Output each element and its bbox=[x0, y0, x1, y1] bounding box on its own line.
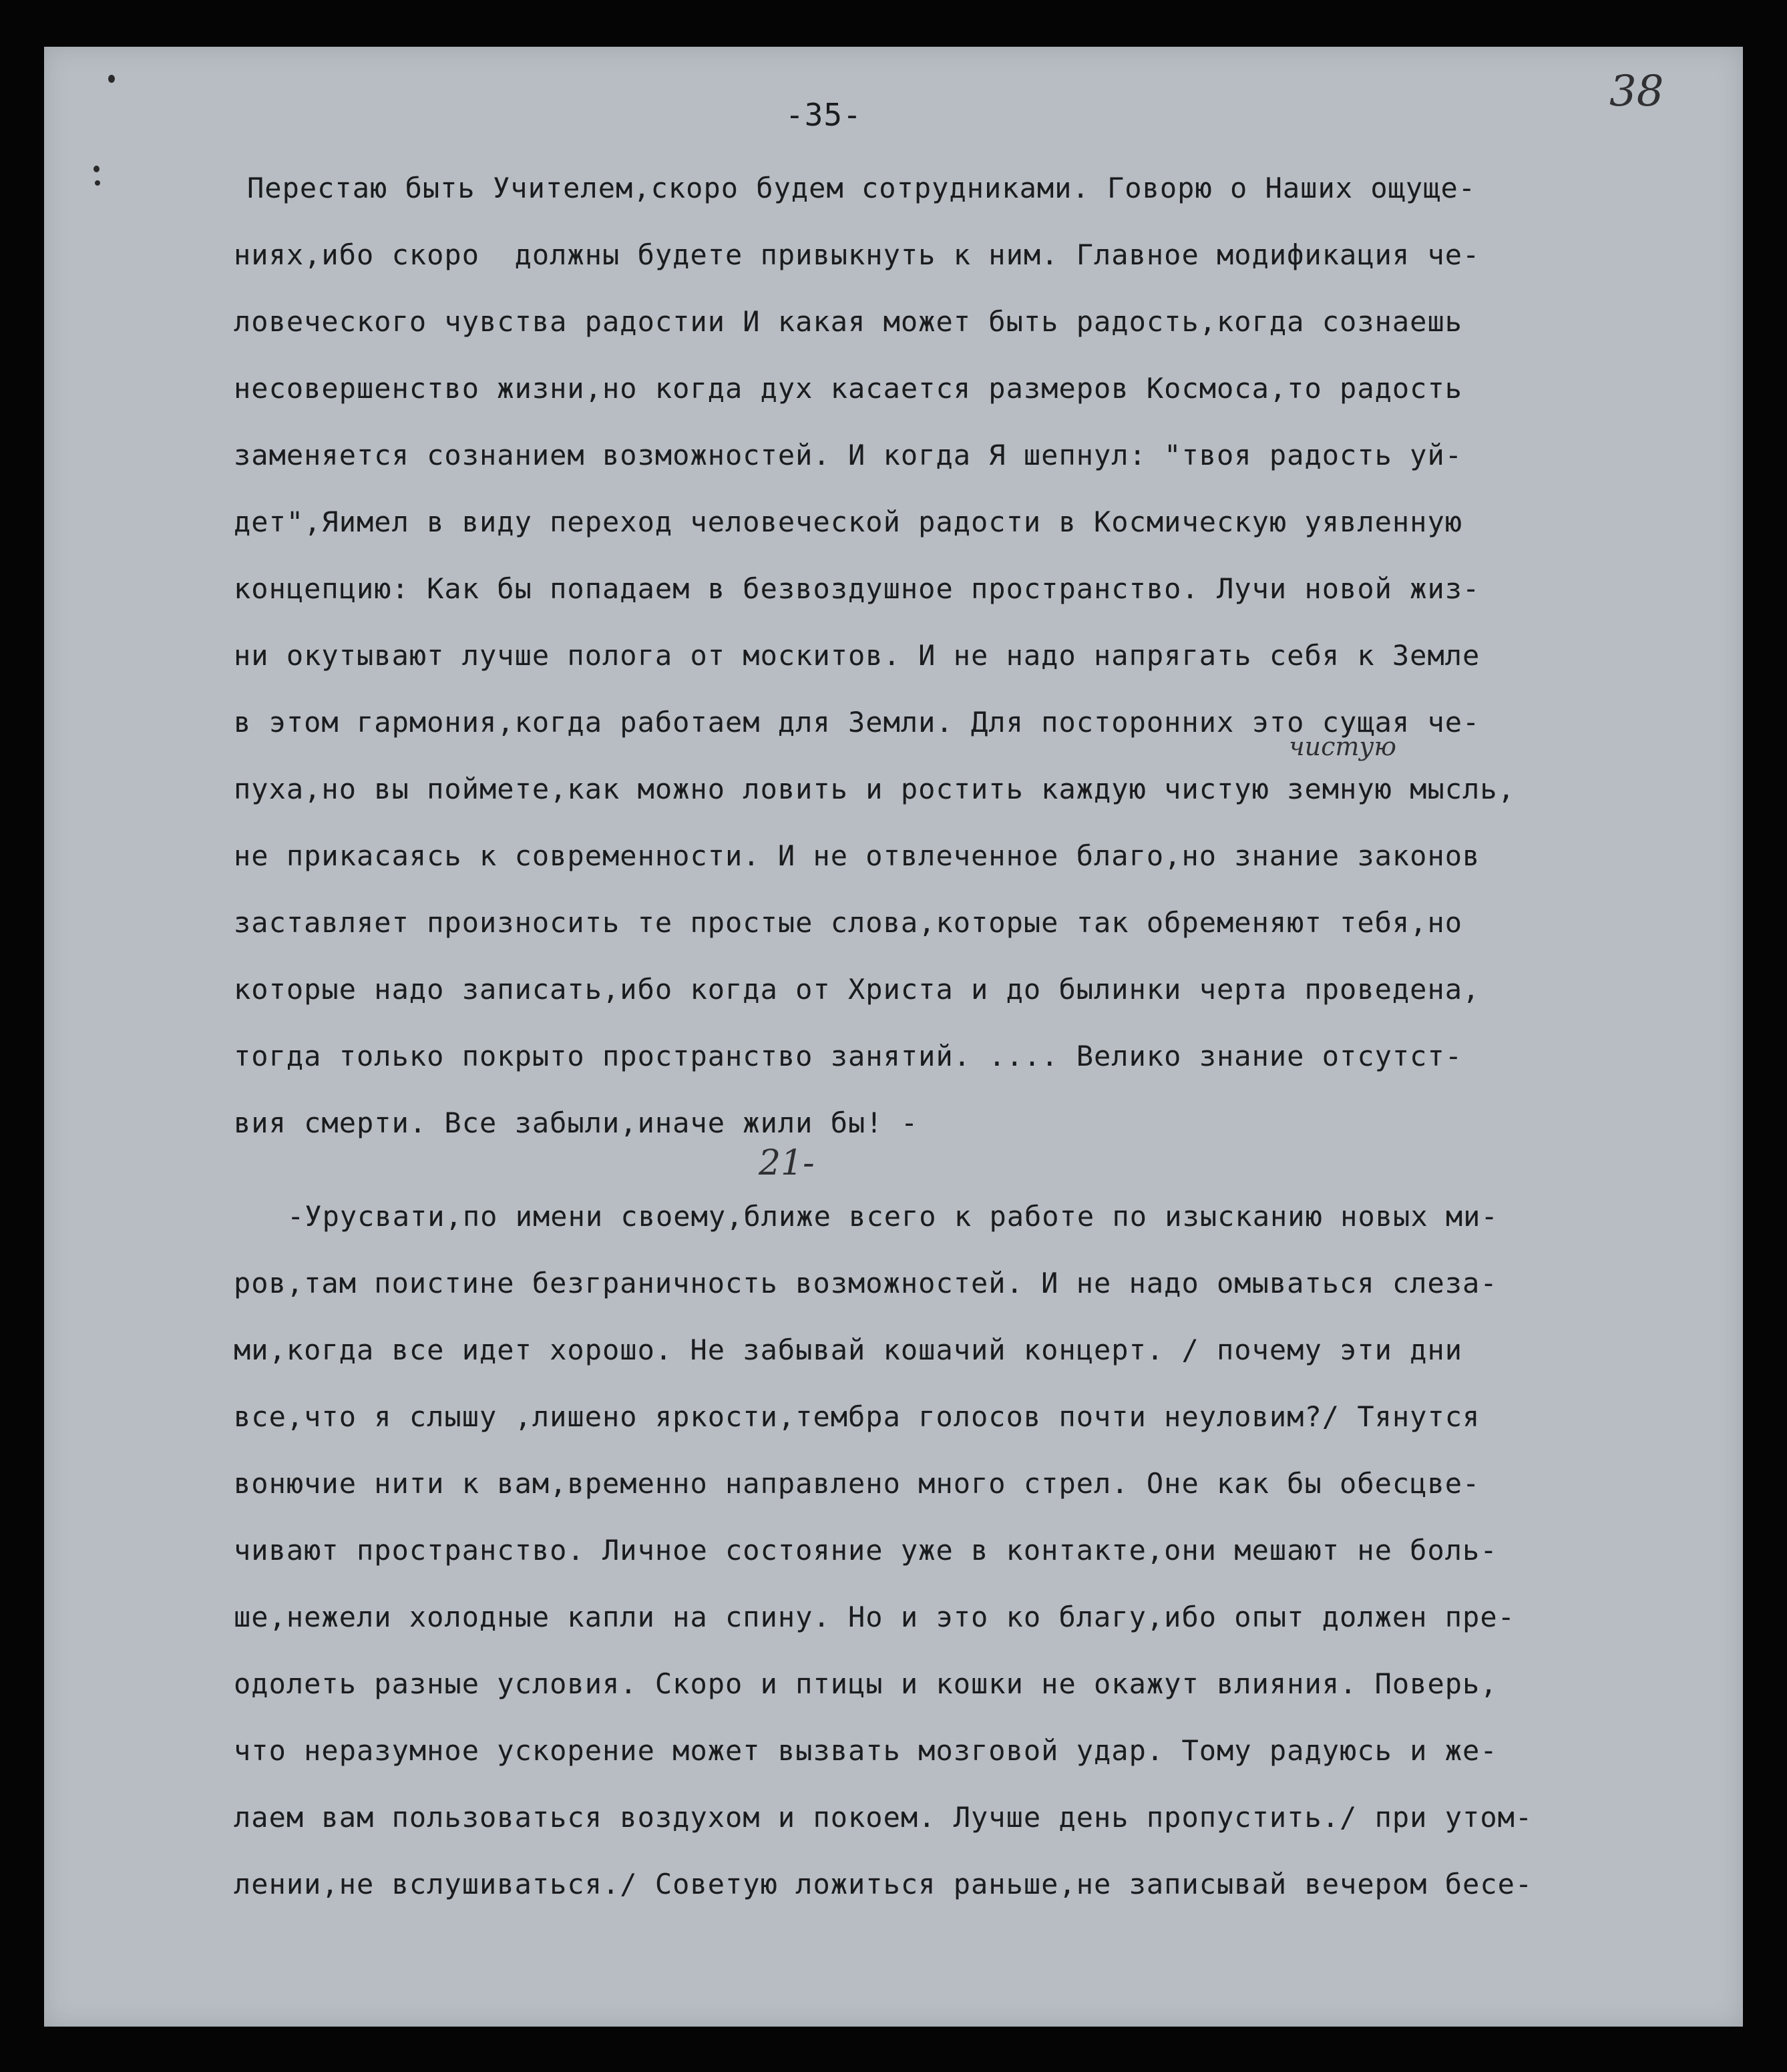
text-line: Перестаю быть Учителем,скоро будем сотрудниками. Говорю о Наших ощуще- bbox=[247, 172, 1476, 204]
text-line: лаем вам пользоваться воздухом и покоем. Лучше день пропустить./ при утом- bbox=[234, 1801, 1533, 1834]
text-line: не прикасаясь к современности. И не отвлеченное благо,но знание законов bbox=[234, 839, 1480, 872]
text-line: что неразумное ускорение может вызвать мозговой удар. Тому радуюсь и же- bbox=[234, 1734, 1498, 1767]
text-line: одолеть разные условия. Скоро и птицы и кошки не окажут влияния. Поверь, bbox=[234, 1667, 1498, 1700]
text-line: ров,там поистине безграничность возможностей. И не надо омываться слеза- bbox=[234, 1267, 1498, 1299]
text-line: заставляет произносить те простые слова,которые так обременяют тебя,но bbox=[234, 906, 1463, 939]
text-line: лении,не вслушиваться./ Советую ложиться раньше,не записывай вечером бесе- bbox=[234, 1868, 1533, 1900]
text-line: ни окутывают лучше полога от москитов. И не надо напрягать себя к Земле bbox=[234, 639, 1480, 672]
text-line: пуха,но вы поймете,как можно ловить и ростить каждую чистую земную мысль, bbox=[234, 773, 1515, 805]
text-line: все,что я слышу ,лишено яркости,тембра голосов почти неуловим?/ Тянутся bbox=[234, 1400, 1480, 1433]
text-line: ше,нежели холодные капли на спину. Но и это ко благу,ибо опыт должен пре- bbox=[234, 1601, 1515, 1633]
text-line: в этом гармония,когда работаем для Земли. Для посторонних это сущая че- bbox=[234, 706, 1480, 739]
interlinear-correction: чистую bbox=[1289, 732, 1396, 761]
text-line: несовершенство жизни,но когда дух касается размеров Космоса,то радость bbox=[234, 372, 1463, 405]
text-line: ниях,ибо скоро должны будете привыкнуть к ним. Главное модификация че- bbox=[234, 238, 1480, 271]
text-line: ловеческого чувства радостии И какая может быть радость,когда сознаешь bbox=[234, 305, 1463, 338]
text-line: -Урусвати,по имени своему,ближе всего к работе по изысканию новых ми- bbox=[287, 1200, 1499, 1233]
text-line: вия смерти. Все забыли,иначе жили бы! - bbox=[234, 1106, 919, 1139]
margin-mark bbox=[93, 166, 100, 172]
margin-mark bbox=[95, 180, 100, 186]
text-line: концепцию: Как бы попадаем в безвоздушное пространство. Лучи новой жиз- bbox=[234, 572, 1480, 605]
archive-folio-number: 38 bbox=[1609, 67, 1664, 116]
margin-mark bbox=[108, 75, 115, 83]
text-line: заменяется сознанием возможностей. И когда Я шепнул: "твоя радость уй- bbox=[234, 439, 1463, 471]
margin-annotation: 21- bbox=[759, 1143, 815, 1183]
document-page bbox=[44, 47, 1743, 2027]
text-line: тогда только покрыто пространство занятий. .... Велико знание отсутст- bbox=[234, 1040, 1463, 1072]
text-line: дет",Яимел в виду переход человеческой радости в Космическую уявленную bbox=[234, 505, 1463, 538]
text-line: ми,когда все идет хорошо. Не забывай кошачий концерт. / почему эти дни bbox=[234, 1333, 1463, 1366]
text-line: вонючие нити к вам,временно направлено много стрел. Оне как бы обесцве- bbox=[234, 1467, 1480, 1500]
text-line: чивают пространство. Личное состояние уже в контакте,они мешают не боль- bbox=[234, 1534, 1498, 1567]
text-line: которые надо записать,ибо когда от Христа и до былинки черта проведена, bbox=[234, 973, 1480, 1006]
page-number: -35- bbox=[785, 97, 862, 133]
